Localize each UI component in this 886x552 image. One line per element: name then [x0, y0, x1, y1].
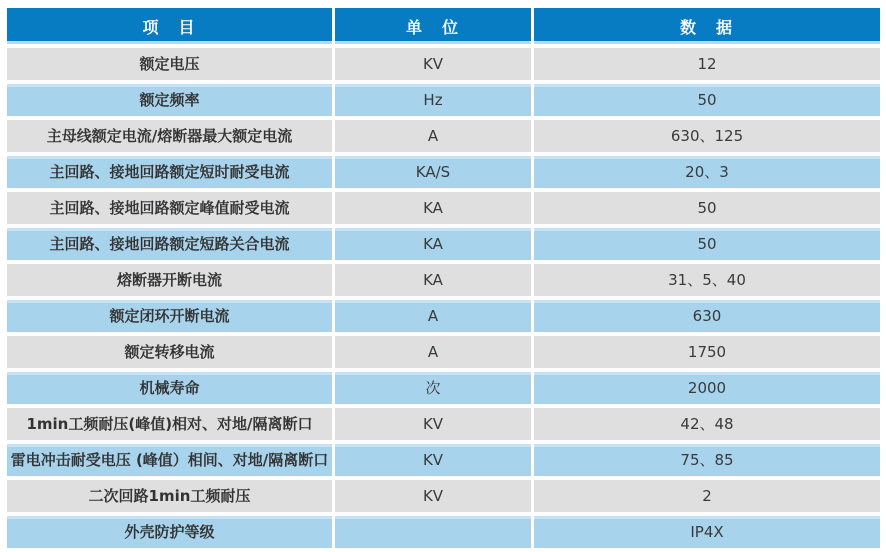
- unit-cell: 次: [335, 372, 531, 404]
- table-row: [7, 300, 880, 332]
- value-cell: 20、3: [534, 156, 880, 188]
- table-row: [7, 192, 880, 224]
- table-row: [7, 156, 880, 188]
- column-header-data: 数 据: [534, 8, 880, 44]
- item-cell: 额定转移电流: [7, 336, 332, 368]
- item-cell: 外壳防护等级: [7, 516, 332, 548]
- value-cell: 31、5、40: [534, 264, 880, 296]
- table-row: [7, 120, 880, 152]
- unit-cell: KV: [335, 444, 531, 476]
- value-cell: 75、85: [534, 444, 880, 476]
- unit-cell: KA: [335, 192, 531, 224]
- value-cell: 50: [534, 192, 880, 224]
- table-row: [7, 264, 880, 296]
- unit-cell: A: [335, 120, 531, 152]
- table-row: [7, 48, 880, 80]
- value-cell: 50: [534, 84, 880, 116]
- item-cell: 主回路、接地回路额定峰值耐受电流: [7, 192, 332, 224]
- value-cell: IP4X: [534, 516, 880, 548]
- item-cell: 熔断器开断电流: [7, 264, 332, 296]
- item-cell: 额定电压: [7, 48, 332, 80]
- unit-cell: KA/S: [335, 156, 531, 188]
- item-cell: 主回路、接地回路额定短路关合电流: [7, 228, 332, 260]
- value-cell: 12: [534, 48, 880, 80]
- unit-cell: [335, 516, 531, 548]
- value-cell: 50: [534, 228, 880, 260]
- item-cell: 机械寿命: [7, 372, 332, 404]
- unit-cell: KV: [335, 48, 531, 80]
- unit-cell: Hz: [335, 84, 531, 116]
- header-row: [7, 8, 880, 44]
- unit-cell: A: [335, 336, 531, 368]
- unit-cell: KV: [335, 408, 531, 440]
- column-header-item: 项 目: [7, 8, 332, 44]
- table-row: [7, 372, 880, 404]
- value-cell: 1750: [534, 336, 880, 368]
- table-row: [7, 516, 880, 548]
- spec-table: [4, 4, 883, 552]
- item-cell: 主回路、接地回路额定短时耐受电流: [7, 156, 332, 188]
- table-row: [7, 228, 880, 260]
- column-header-unit: 单 位: [335, 8, 531, 44]
- value-cell: 2000: [534, 372, 880, 404]
- table-row: [7, 84, 880, 116]
- value-cell: 42、48: [534, 408, 880, 440]
- table-row: [7, 480, 880, 512]
- item-cell: 1min工频耐压(峰值)相对、对地/隔离断口: [7, 408, 332, 440]
- unit-cell: KV: [335, 480, 531, 512]
- unit-cell: A: [335, 300, 531, 332]
- item-cell: 二次回路1min工频耐压: [7, 480, 332, 512]
- value-cell: 630: [534, 300, 880, 332]
- table-row: [7, 336, 880, 368]
- unit-cell: KA: [335, 264, 531, 296]
- value-cell: 630、125: [534, 120, 880, 152]
- unit-cell: KA: [335, 228, 531, 260]
- value-cell: 2: [534, 480, 880, 512]
- item-cell: 主母线额定电流/熔断器最大额定电流: [7, 120, 332, 152]
- item-cell: 额定闭环开断电流: [7, 300, 332, 332]
- table-row: [7, 444, 880, 476]
- item-cell: 额定频率: [7, 84, 332, 116]
- table-row: [7, 408, 880, 440]
- item-cell: 雷电冲击耐受电压 (峰值）相间、对地/隔离断口: [7, 444, 332, 476]
